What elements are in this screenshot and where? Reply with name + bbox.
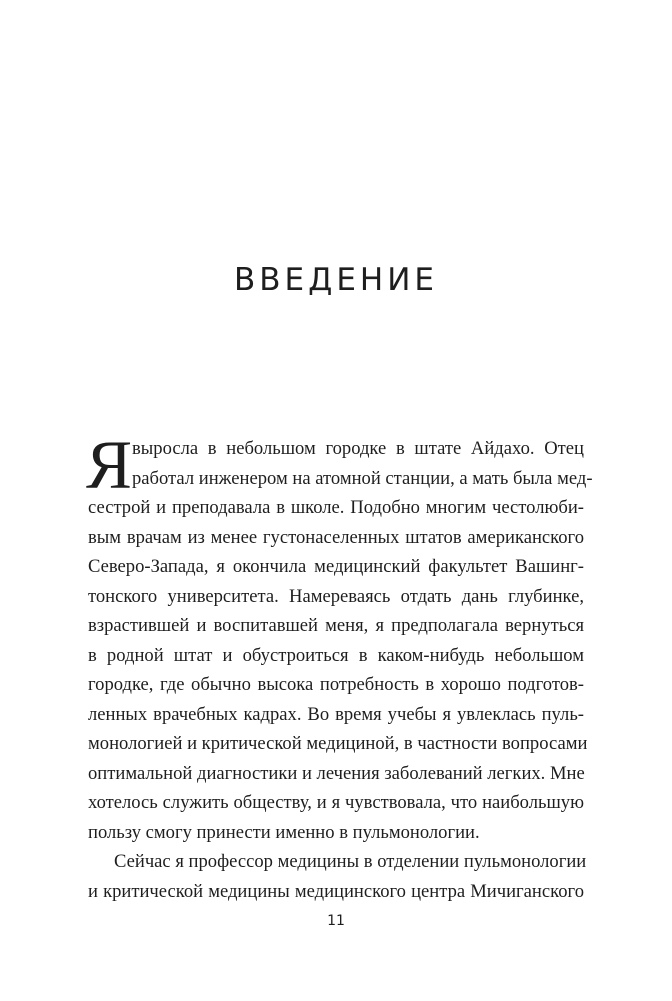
- chapter-title: ВВЕДЕНИЕ: [233, 262, 438, 298]
- text-line: монологией и критической медициной, в частности вопросами: [88, 733, 588, 754]
- text-line: хотелось служить обществу, и я чувствовала, что наибольшую: [88, 792, 584, 813]
- paragraph-1: [86, 427, 593, 847]
- text-line: тонского университета. Намереваясь отдать дань глубинке,: [88, 585, 584, 607]
- text-line: работал инженером на атомной станции, а мать была мед-: [132, 467, 593, 489]
- text-line: сестрой и преподавала в школе. Подобно многим честолюби-: [88, 497, 584, 518]
- paragraph-2: [88, 847, 587, 906]
- text-line: Сейчас я профессор медицины в отделении пульмонологии: [114, 851, 587, 872]
- text-line: и критической медицины медицинского центра Мичиганского: [88, 880, 584, 902]
- page-number: 11: [327, 913, 345, 929]
- text-line: Северо-Запада, я окончила медицинский факультет Вашинг-: [88, 556, 584, 577]
- text-line: пользу смогу принести именно в пульмонологии.: [88, 821, 480, 843]
- text-line: городке, где обычно высока потребность в хорошо подготов-: [88, 674, 584, 695]
- drop-cap: Я: [86, 427, 133, 503]
- text-line: взрастившей и воспитавшей меня, я предполагала вернуться: [88, 615, 584, 636]
- text-line: выросла в небольшом городке в штате Айдахо. Отец: [132, 438, 584, 459]
- body-text: [86, 427, 593, 906]
- text-line: вым врачам из менее густонаселенных штатов американского: [88, 526, 584, 548]
- text-line: в родной штат и обустроиться в каком-нибудь небольшом: [88, 644, 584, 666]
- text-line: оптимальной диагностики и лечения заболеваний легких. Мне: [88, 762, 585, 784]
- text-line: ленных врачебных кадрах. Во время учебы я увлеклась пуль-: [88, 703, 584, 725]
